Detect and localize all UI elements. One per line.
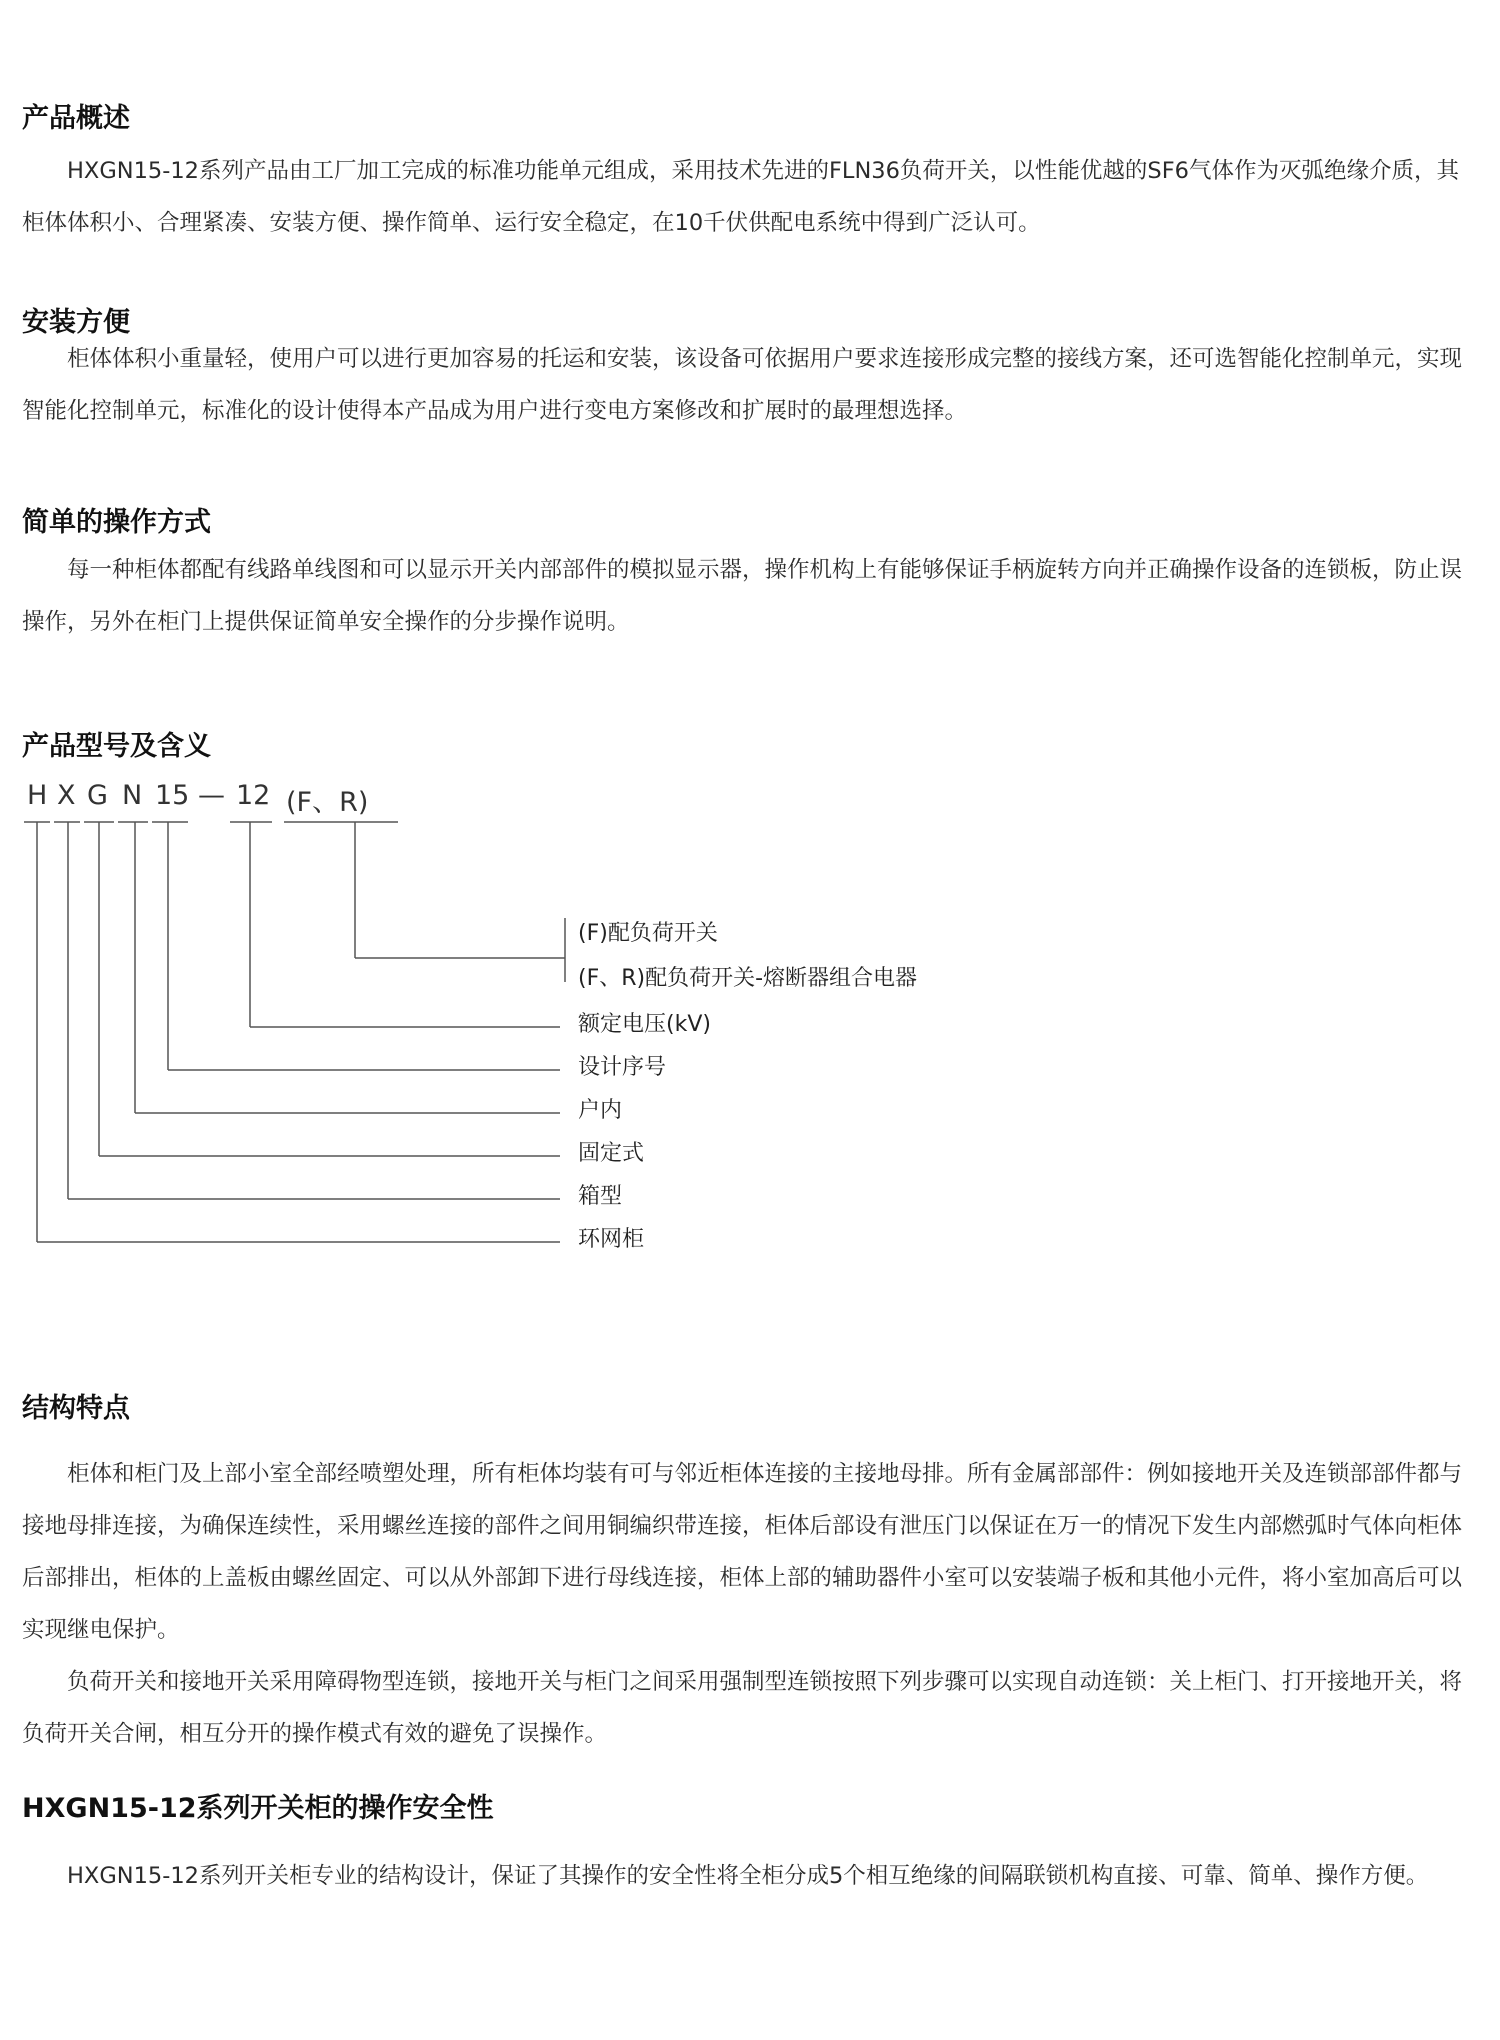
installation-paragraph: 柜体体积小重量轻，使用户可以进行更加容易的托运和安装，该设备可依据用户要求连接形成完整的接线方案，还可选智能化控制单元，实现智能化控制单元，标准化的设计使得本产品成为用户进行变电方案修改和扩展时的最理想选择。 [22, 346, 1463, 424]
label-fixed-type: 固定式 [578, 1141, 645, 1166]
code-part-fr: (F、R) [286, 787, 369, 818]
section-title-structure: 结构特点 [22, 1393, 130, 1424]
section-title-installation: 安装方便 [22, 307, 130, 338]
label-rated-voltage: 额定电压(kV) [578, 1012, 711, 1037]
label-load-switch-fuse: (F、R)配负荷开关-熔断器组合电器 [578, 966, 918, 991]
diagram-connector-lines [0, 780, 1000, 1270]
section-title-model-meaning: 产品型号及含义 [22, 731, 211, 762]
model-code-diagram [0, 780, 1000, 1270]
overview-paragraph: HXGN15-12系列产品由工厂加工完成的标准功能单元组成，采用技术先进的FLN36负荷开关，以性能优越的SF6气体作为灭弧绝缘介质，其柜体体积小、合理紧凑、安装方便、操作简单、运行安全稳定，在10千伏供配电系统中得到广泛认可。 [22, 158, 1459, 236]
section-title-overview: 产品概述 [22, 103, 130, 134]
code-part-x: X [57, 780, 76, 811]
section-title-safety: HXGN15-12系列开关柜的操作安全性 [22, 1793, 494, 1824]
label-indoor: 户内 [578, 1098, 623, 1123]
operation-paragraph: 每一种柜体都配有线路单线图和可以显示开关内部部件的模拟显示器，操作机构上有能够保证手柄旋转方向并正确操作设备的连锁板，防止误操作，另外在柜门上提供保证简单安全操作的分步操作说明。 [22, 557, 1463, 635]
code-part-n: N [122, 780, 143, 811]
label-ring-main-unit: 环网柜 [578, 1227, 645, 1252]
label-load-switch: (F)配负荷开关 [578, 921, 718, 946]
code-part-dash: — [198, 780, 225, 811]
structure-paragraph-1: 柜体和柜门及上部小室全部经喷塑处理，所有柜体均装有可与邻近柜体连接的主接地母排。所有金属部部件：例如接地开关及连锁部部件都与接地母排连接，为确保连续性，采用螺丝连接的部件之间用铜编织带连接，柜体后部设有泄压门以保证在万一的情况下发生内部燃弧时气体向柜体后部排出，柜体的上盖板由螺丝固定、可以从外部卸下进行母线连接，柜体上部的辅助器件小室可以安装端子板和其他小元件，将小室加高后可以实现继电保护。 [22, 1461, 1463, 1643]
structure-paragraph-2: 负荷开关和接地开关采用障碍物型连锁，接地开关与柜门之间采用强制型连锁按照下列步骤可以实现自动连锁：关上柜门、打开接地开关，将负荷开关合闸，相互分开的操作模式有效的避免了误操作。 [22, 1669, 1463, 1747]
code-part-12: 12 [236, 780, 271, 811]
code-part-g: G [87, 780, 108, 811]
section-title-operation: 简单的操作方式 [22, 507, 211, 538]
safety-paragraph: HXGN15-12系列开关柜专业的结构设计，保证了其操作的安全性将全柜分成5个相互绝缘的间隔联锁机构直接、可靠、简单、操作方便。 [22, 1863, 1429, 1889]
label-box-type: 箱型 [578, 1184, 623, 1209]
label-design-serial: 设计序号 [578, 1055, 667, 1080]
code-part-15: 15 [155, 780, 190, 811]
code-part-h: H [27, 780, 48, 811]
